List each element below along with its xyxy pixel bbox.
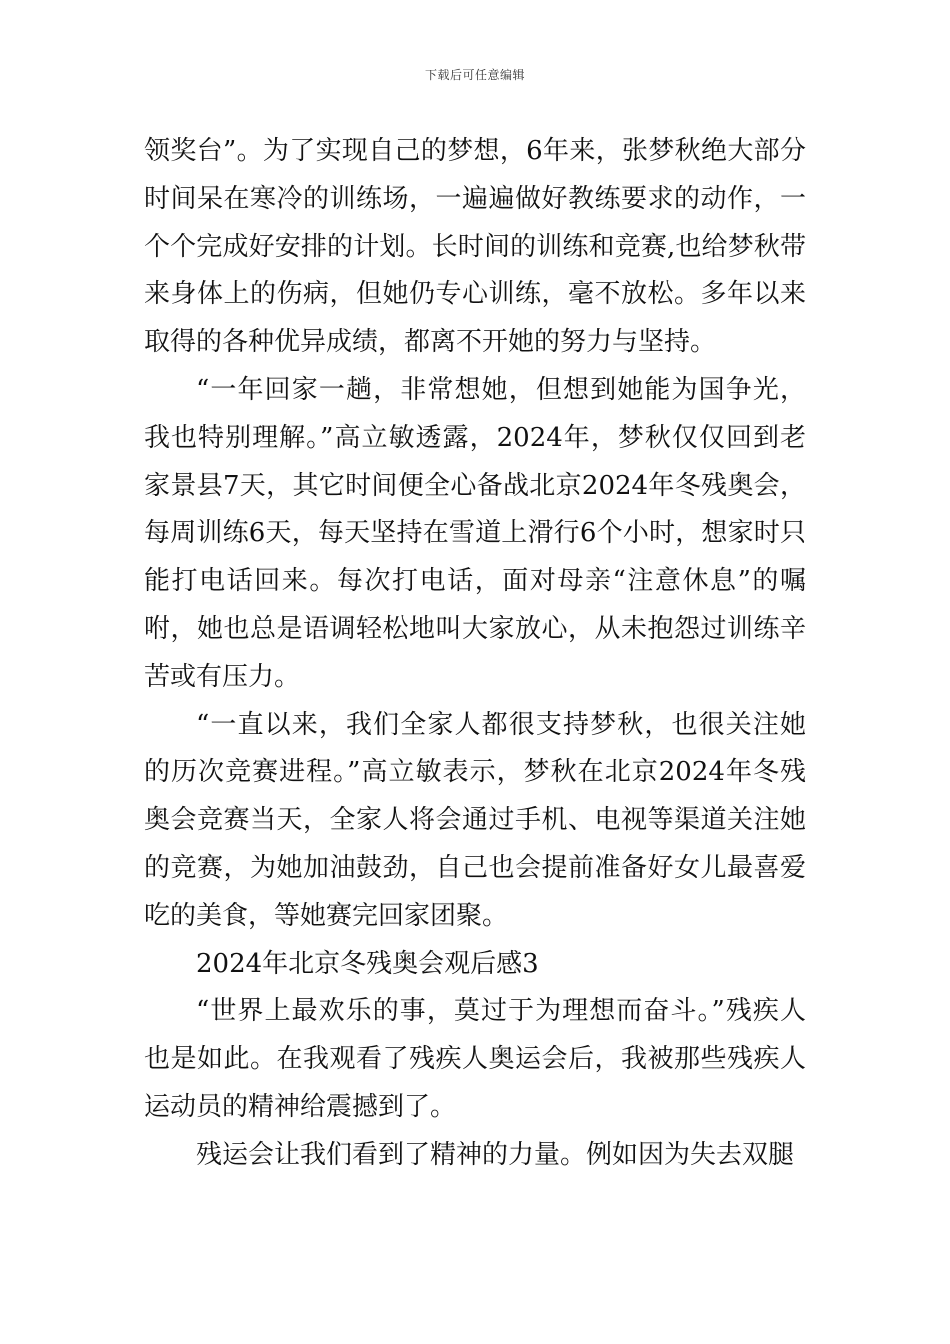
paragraph-3: “一直以来，我们全家人都很支持梦秋，也很关注她的历次竞赛进程。”高立敏表示，梦秋在北京2024年冬残奥会竞赛当天，全家人将会通过手机、电视等渠道关注她的竞赛，为她加油鼓劲，自己也会提前准备好女儿最喜爱吃的美食，等她赛完回家团聚。 — [144, 709, 806, 931]
paragraph-5: 残运会让我们看到了精神的力量。例如因为失去双腿 — [196, 1139, 795, 1170]
page-header: 下载后可任意编辑 — [424, 68, 525, 82]
paragraph-1: 领奖台”。为了实现自己的梦想，6年来，张梦秋绝大部分时间呆在寒冷的训练场，一遍遍做好教练要求的动作，一个个完成好安排的计划。长时间的训练和竞赛,也给梦秋带来身体上的伤病，但她仍专心训练，毫不放松。多年以来取得的各种优异成绩，都离不开她的努力与坚持。 — [144, 136, 806, 358]
document-body — [144, 128, 806, 1180]
paragraph-2: “一年回家一趟，非常想她，但想到她能为国争光，我也特别理解。”高立敏透露，2024年，梦秋仅仅回到老家景县7天，其它时间便全心备战北京2024年冬残奥会，每周训练6天，每天坚持在雪道上滑行6个小时，想家时只能打电话回来。每次打电话，面对母亲“注意休息”的嘱咐，她也总是语调轻松地叫大家放心，从未抱怨过训练辛苦或有压力。 — [144, 374, 806, 692]
paragraph-4: “世界上最欢乐的事，莫过于为理想而奋斗。”残疾人也是如此。在我观看了残疾人奥运会后，我被那些残疾人运动员的精神给震撼到了。 — [144, 996, 806, 1122]
section-heading: 2024年北京冬残奥会观后感3 — [196, 948, 539, 979]
